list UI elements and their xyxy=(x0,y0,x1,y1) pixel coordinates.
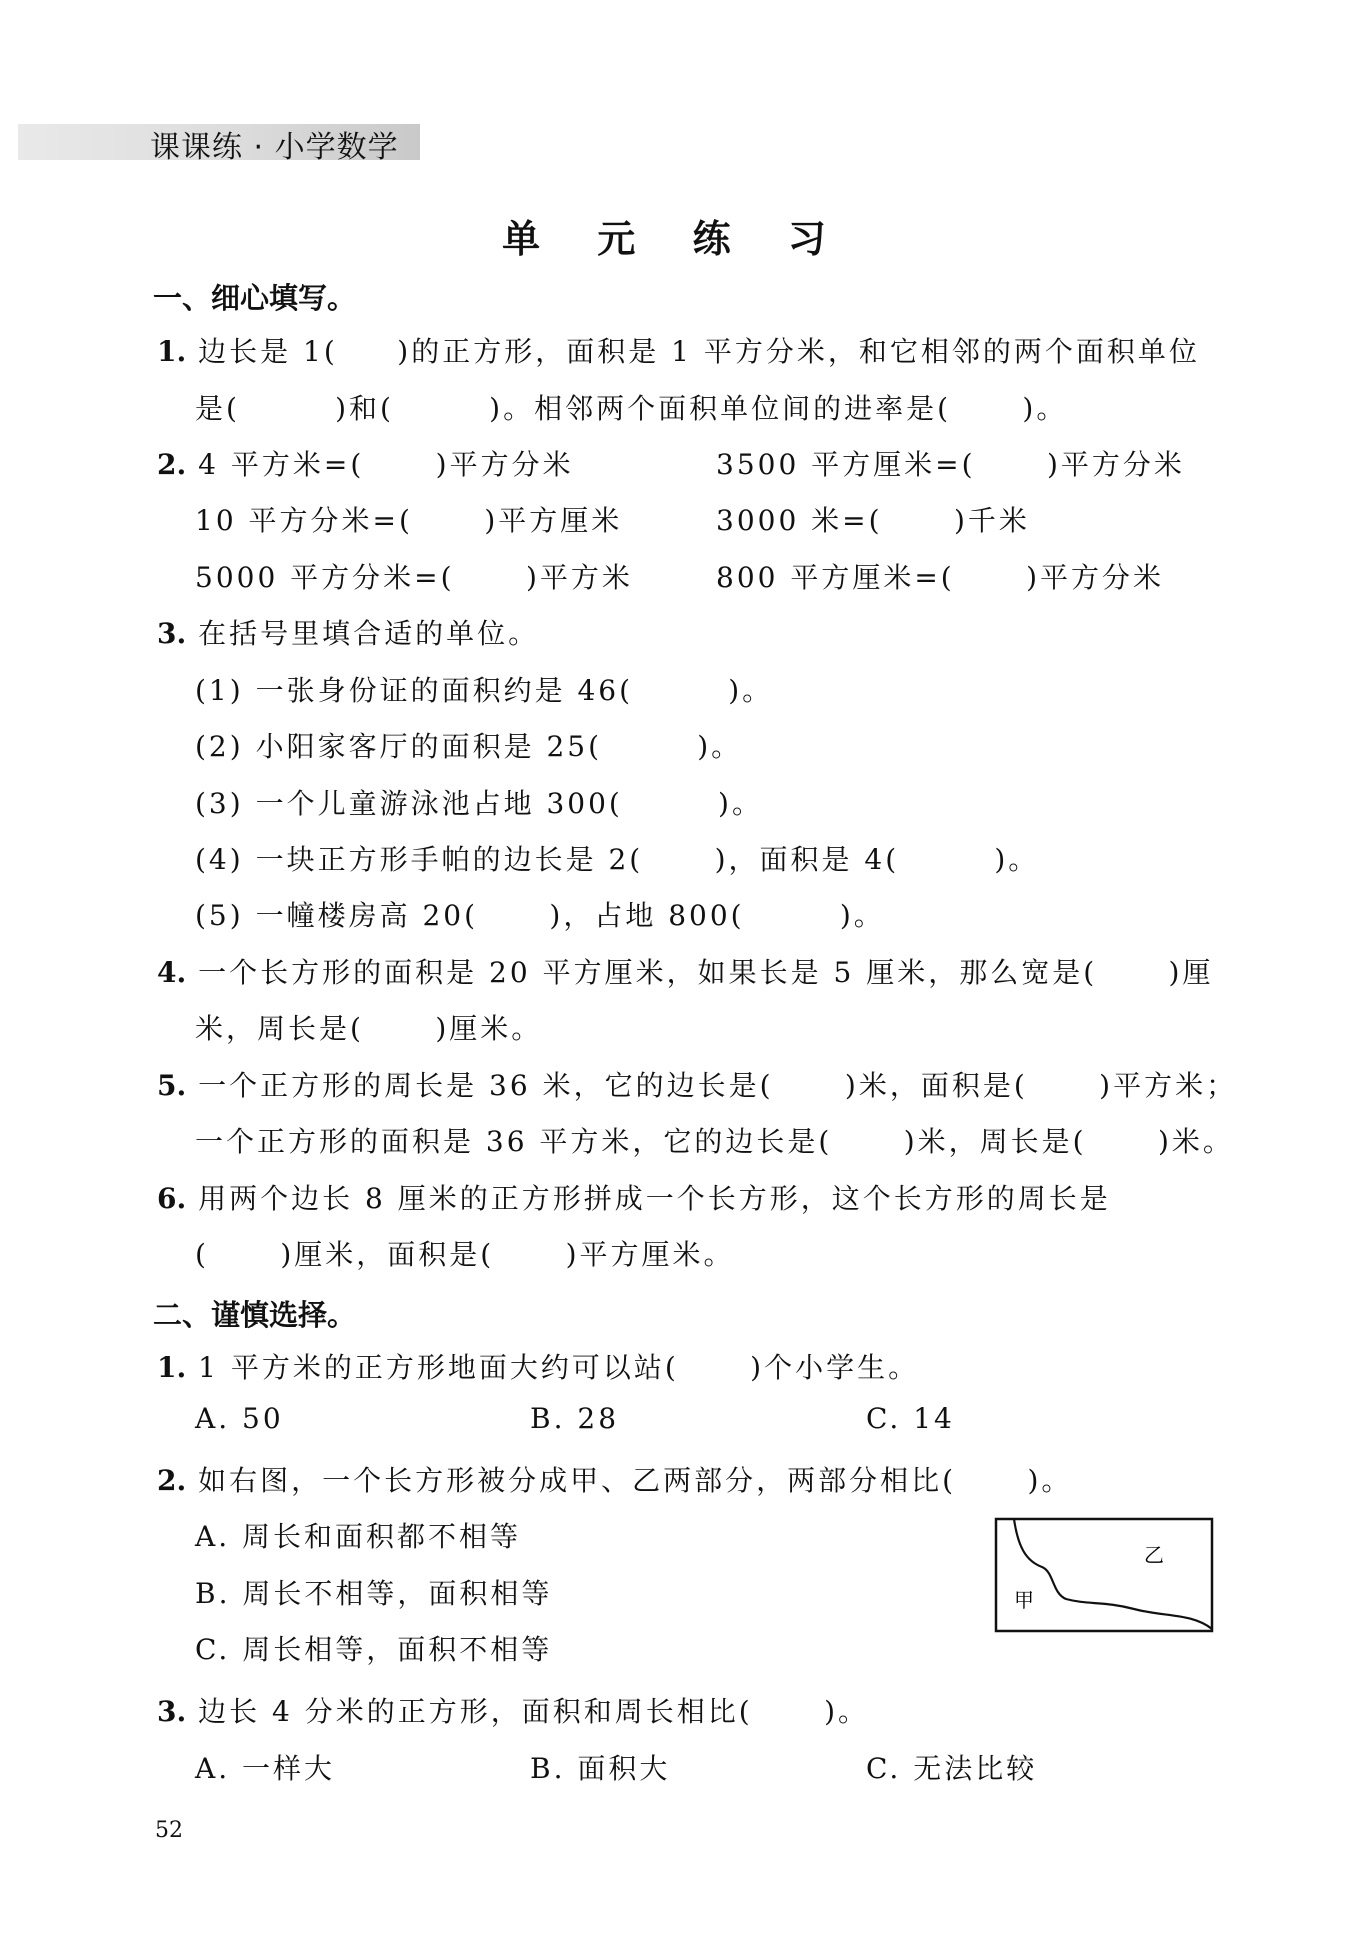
section-2-heading: 二、谨慎选择。 xyxy=(153,1298,357,1332)
s2-q1-stem: 1 平方米的正方形地面大约可以站( )个小学生。 xyxy=(198,1351,920,1384)
s2-q3-option-b: B. 面积大 xyxy=(530,1752,671,1785)
s2-q2-option-a: A. 周长和面积都不相等 xyxy=(195,1520,522,1553)
q6-line1 xyxy=(157,1177,1111,1217)
figure-label-yi: 乙 xyxy=(1144,1543,1164,1567)
section-1-heading: 一、细心填写。 xyxy=(153,281,357,315)
s2-q2-option-b: B. 周长不相等，面积相等 xyxy=(195,1577,553,1610)
s2-q3-line xyxy=(157,1690,869,1730)
q1-number: 1. xyxy=(157,335,187,368)
q3-stem-line xyxy=(157,612,539,652)
q5-line2: 一个正方形的面积是 36 平方米，它的边长是( )米，周长是( )米。 xyxy=(195,1125,1234,1158)
q3-item-1: (1) 一张身份证的面积约是 46( )。 xyxy=(195,674,774,707)
s2-q3-stem: 边长 4 分米的正方形，面积和周长相比( )。 xyxy=(198,1695,870,1728)
s2-q2-line xyxy=(157,1459,1072,1499)
q4-text-1: 一个长方形的面积是 20 平方厘米，如果长是 5 厘米，那么宽是( )厘 xyxy=(198,956,1214,989)
q2-a: 4 平方米=( )平方分米 xyxy=(198,448,574,481)
q3-number: 3. xyxy=(157,617,187,650)
page-number: 52 xyxy=(155,1818,183,1843)
q5-text-1: 一个正方形的周长是 36 米，它的边长是( )米，面积是( )平方米； xyxy=(198,1069,1238,1102)
figure-dividing-curve xyxy=(1014,1519,1212,1629)
q4-line1 xyxy=(157,951,1213,991)
rectangle-figure xyxy=(994,1517,1216,1635)
q2-d: 3000 米=( )千米 xyxy=(716,504,1030,537)
q2-f: 800 平方厘米=( )平方分米 xyxy=(716,561,1165,594)
q1-text-1: 边长是 1( )的正方形，面积是 1 平方分米，和它相邻的两个面积单位 xyxy=(198,335,1200,368)
q3-item-3: (3) 一个儿童游泳池占地 300( )。 xyxy=(195,787,763,820)
q4-line2: 米，周长是( )厘米。 xyxy=(195,1012,543,1045)
s2-q1-number: 1. xyxy=(157,1351,187,1384)
q3-stem: 在括号里填合适的单位。 xyxy=(198,617,540,650)
s2-q1-option-c: C. 14 xyxy=(866,1402,955,1435)
q2-c: 10 平方分米=( )平方厘米 xyxy=(195,504,623,537)
q2-b: 3500 平方厘米=( )平方分米 xyxy=(716,448,1185,481)
q5-line1 xyxy=(157,1064,1237,1104)
s2-q3-option-c: C. 无法比较 xyxy=(866,1752,1038,1785)
q3-item-5: (5) 一幢楼房高 20( )，占地 800( )。 xyxy=(195,899,885,932)
s2-q2-option-c: C. 周长相等，面积不相等 xyxy=(195,1633,553,1666)
book-header: 课课练 · 小学数学 xyxy=(150,130,399,165)
figure-label-jia: 甲 xyxy=(1014,1588,1034,1612)
q2-line-a xyxy=(157,443,574,483)
s2-q1-option-b: B. 28 xyxy=(530,1402,620,1435)
q2-number: 2. xyxy=(157,448,187,481)
q6-number: 6. xyxy=(157,1182,187,1215)
s2-q2-number: 2. xyxy=(157,1464,187,1497)
q4-number: 4. xyxy=(157,956,187,989)
s2-q3-option-a: A. 一样大 xyxy=(195,1752,336,1785)
s2-q3-number: 3. xyxy=(157,1695,187,1728)
q1-line2: 是( )和( )。相邻两个面积单位间的进率是( )。 xyxy=(195,392,1068,425)
q6-text-1: 用两个边长 8 厘米的正方形拼成一个长方形，这个长方形的周长是 xyxy=(198,1182,1111,1215)
page-title: 单 元 练 习 xyxy=(502,217,848,261)
q2-e: 5000 平方分米=( )平方米 xyxy=(195,561,633,594)
s2-q1-line xyxy=(157,1346,919,1386)
q3-item-4: (4) 一块正方形手帕的边长是 2( )，面积是 4( )。 xyxy=(195,843,1040,876)
s2-q2-stem: 如右图，一个长方形被分成甲、乙两部分，两部分相比( )。 xyxy=(198,1464,1073,1497)
figure-outline xyxy=(996,1519,1212,1631)
q5-number: 5. xyxy=(157,1069,187,1102)
s2-q1-option-a: A. 50 xyxy=(195,1402,284,1435)
q6-line2: ( )厘米，面积是( )平方厘米。 xyxy=(195,1238,735,1271)
q1-line1 xyxy=(157,330,1200,370)
q3-item-2: (2) 小阳家客厅的面积是 25( )。 xyxy=(195,730,743,763)
